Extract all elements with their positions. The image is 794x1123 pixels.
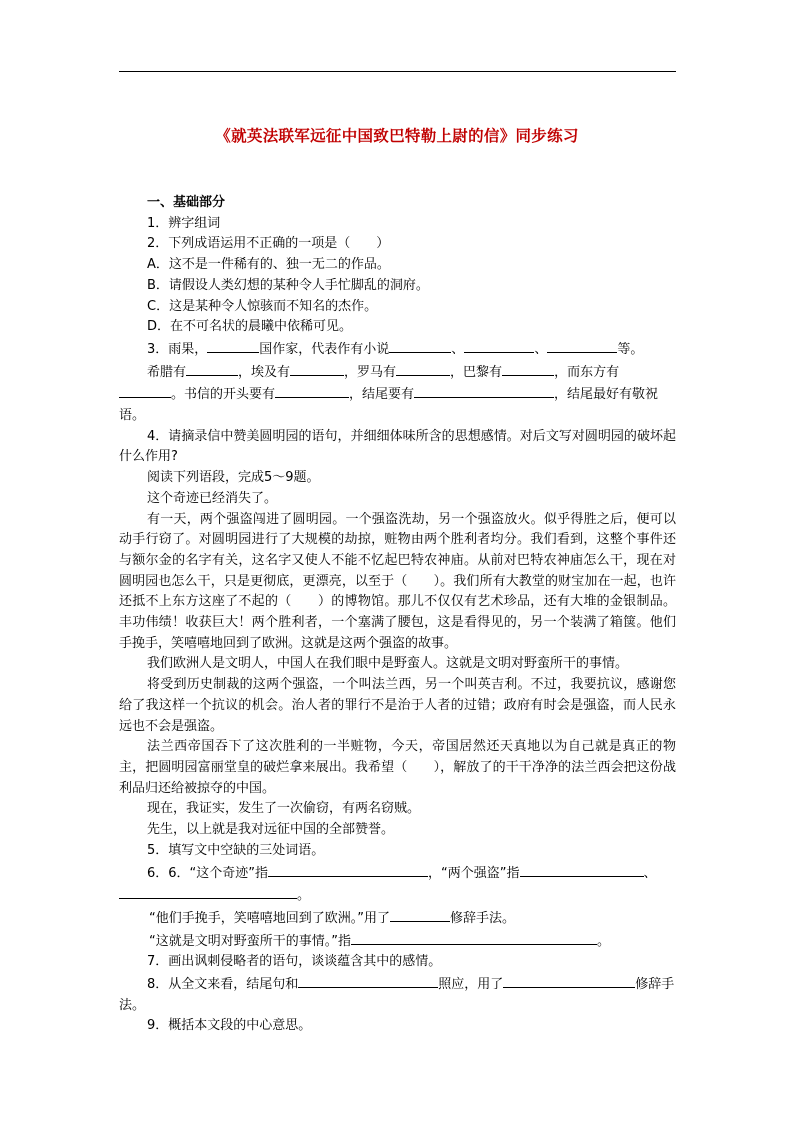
blank[interactable]: [390, 907, 450, 922]
option-d: D．在不可名状的晨曦中依稀可见。: [147, 319, 353, 335]
blank[interactable]: [207, 338, 259, 353]
blank[interactable]: [119, 383, 171, 398]
blank[interactable]: [520, 862, 644, 877]
question-7: 7．画出讽刺侵略者的语句，谈谈蕴含其中的感情。: [147, 954, 442, 970]
question-6-line-3: “他们手挽手，笑嘻嘻地回到了欧洲。”用了 修辞手法。: [119, 907, 676, 930]
passage-paragraph: 法兰西帝国吞下了这次胜利的一半赃物，今天，帝国居然还天真地以为自己就是真正的物主，把圆明园富丽堂皇的破烂拿来展出。我希望（ ），解放了的干干净净的法兰西会把这份战利品归还给被掠夺的中国。: [119, 739, 676, 796]
document-body: [119, 193, 676, 1037]
blank[interactable]: [502, 361, 554, 376]
passage-paragraph: 先生，以上就是我对远征中国的全部赞誉。: [147, 822, 395, 838]
reading-instructions: 阅读下列语段，完成5～9题。: [147, 470, 320, 486]
passage-paragraph: 现在，我证实，发生了一次偷窃，有两名窃贼。: [147, 801, 421, 817]
blank[interactable]: [275, 383, 349, 398]
blank[interactable]: [119, 884, 297, 899]
blank[interactable]: [186, 361, 238, 376]
question-2: 2．下列成语运用不正确的一项是（ ）: [147, 236, 390, 252]
question-3-line-2: 希腊有 ，埃及有 ，罗马有 ，巴黎有 ，而东方有: [119, 361, 676, 384]
blank[interactable]: [351, 930, 597, 945]
question-6-line-2: 。: [119, 884, 676, 907]
passage-paragraph: 这个奇迹已经消失了。: [147, 490, 278, 506]
question-9: 9．概括本文段的中心意思。: [147, 1018, 312, 1034]
passage-paragraph: 有一天，两个强盗闯进了圆明园。一个强盗洗劫，另一个强盗放火。似乎得胜之后，便可以动手行窃了。对圆明园进行了大规模的劫掠，赃物由两个胜利者均分。我们看到，这整个事件还与额尔金的名字有关，这名字又使人不能不忆起巴特农神庙。从前对巴特农神庙怎么干，现在对圆明园也怎么干，只是更彻底，更漂亮，以至于（ ）。我们所有大教堂的财宝加在一起，也许还抵不上东方这座了不起的（ ）的博物馆。那儿不仅仅有艺术珍品，还有大堆的金银制品。丰功伟绩！收获巨大！两个胜利者，一个塞满了腰包，这是看得见的，另一个装满了箱箧。他们手挽手，笑嘻嘻地回到了欧洲。这就是这两个强盗的故事。: [119, 511, 676, 651]
blank[interactable]: [547, 338, 617, 353]
option-a: A．这不是一件稀有的、独一无二的作品。: [147, 257, 390, 273]
blank[interactable]: [396, 361, 450, 376]
header-rule: [119, 71, 676, 72]
blank[interactable]: [389, 338, 451, 353]
section-heading: 一、基础部分: [147, 195, 226, 210]
question-6-line-1: 6．6．“这个奇迹”指 ，“两个强盗”指 、: [119, 862, 676, 885]
question-5: 5．填写文中空缺的三处词语。: [147, 842, 325, 858]
option-b: B．请假设人类幻想的某种令人手忙脚乱的洞府。: [147, 277, 429, 293]
passage-paragraph: 我们欧洲人是文明人，中国人在我们眼中是野蛮人。这就是文明对野蛮所干的事情。: [147, 656, 629, 672]
blank[interactable]: [290, 361, 344, 376]
blank[interactable]: [464, 338, 534, 353]
question-3-line-3: 。书信的开头要有 ，结尾要有 ，结尾最好有敬祝语。: [119, 383, 676, 426]
question-6-line-4: “这就是文明对野蛮所干的事情。”指 。: [119, 930, 676, 953]
page-title: 《就英法联军远征中国致巴特勒上尉的信》同步练习: [215, 127, 579, 145]
blank[interactable]: [503, 973, 635, 988]
passage-paragraph: 将受到历史制裁的这两个强盗，一个叫法兰西，另一个叫英吉利。不过，我要抗议，感谢您给了我这样一个抗议的机会。治人者的罪行不是治于人者的过错；政府有时会是强盗，而人民永远也不会是强盗。: [119, 677, 676, 734]
question-3-line-1: 3．雨果， 国作家，代表作有小说 、 、 等。: [119, 338, 676, 361]
blank[interactable]: [298, 973, 438, 988]
blank[interactable]: [268, 862, 428, 877]
option-c: C．这是某种令人惊骇而不知名的杰作。: [147, 298, 378, 314]
question-8: 8．从全文来看，结尾句和 照应，用了 修辞手法。: [119, 973, 676, 1016]
question-1: 1．辨字组词: [147, 215, 221, 231]
question-4: 4．请摘录信中赞美圆明园的语句，并细细体味所含的思想感情。对后文写对圆明园的破坏起什么作用?: [119, 428, 676, 465]
blank[interactable]: [414, 383, 554, 398]
